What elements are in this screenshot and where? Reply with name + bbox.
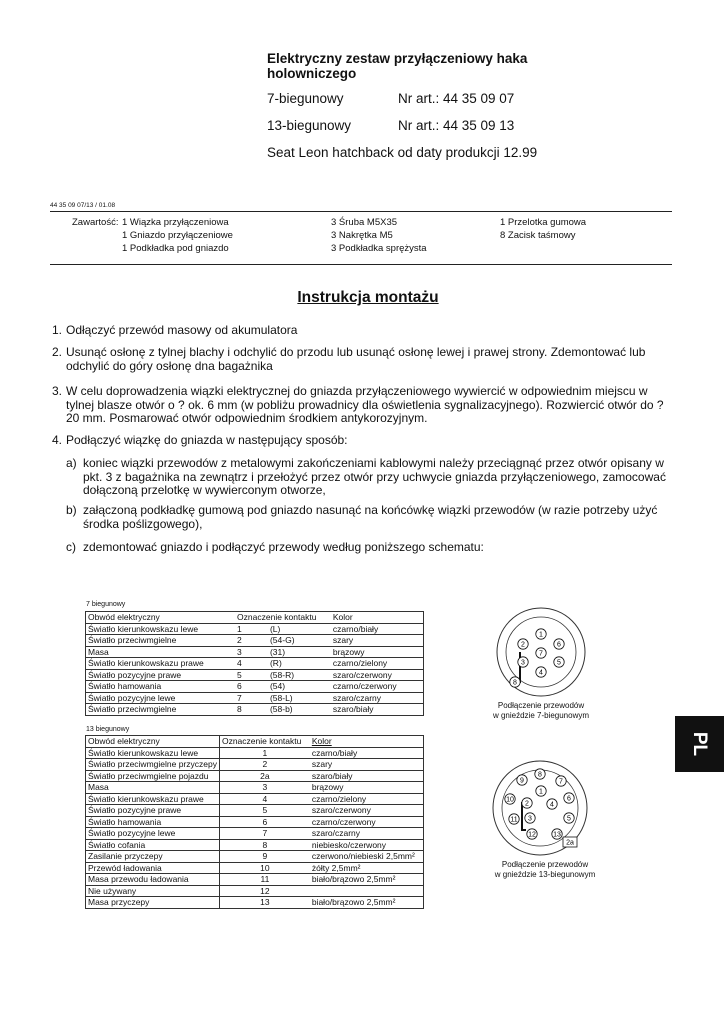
contents-item: 1 Gniazdo przyłączeniowe	[122, 230, 233, 241]
pin-label: 4	[539, 669, 543, 677]
table-row	[86, 782, 424, 794]
socket-13pin-caption	[475, 860, 615, 880]
table-cell: Masa	[86, 782, 220, 794]
contents-item: 3 Podkładka sprężysta	[331, 243, 427, 254]
contents-item: 1 Podkładka pod gniazdo	[122, 243, 229, 254]
package-contents	[50, 216, 672, 264]
table-row	[86, 658, 424, 670]
table-cell: Światło kierunkowskazu lewe	[86, 623, 236, 635]
table7-label: 7 biegunowy	[86, 601, 126, 608]
caption-line: Podłączenie przewodów	[497, 701, 585, 710]
step-number: 1.	[52, 323, 63, 337]
table-cell: czarno/zielony	[310, 793, 424, 805]
table-cell: 5	[219, 805, 309, 817]
table-cell: szaro/czerwony	[331, 669, 424, 681]
table-cell: szaro/czarny	[310, 828, 424, 840]
column-header: Obwód elektryczny	[86, 736, 220, 748]
table-cell: 6	[235, 681, 268, 693]
socket-pin	[556, 776, 566, 786]
divider-top	[50, 211, 672, 212]
substep-letter: b)	[66, 503, 77, 517]
table-cell: 6	[219, 816, 309, 828]
pin-label: 10	[506, 796, 514, 804]
table-cell: czerwono/niebieski 2,5mm²	[310, 851, 424, 863]
table-cell: (58-b)	[268, 704, 331, 716]
caption-line: w gnieździe 13-biegunowym	[494, 870, 596, 879]
table-cell: czarno/czerwony	[331, 681, 424, 693]
table-cell: (54-G)	[268, 635, 331, 647]
socket-pin	[554, 657, 564, 667]
socket-pin	[518, 657, 528, 667]
table-cell: Światło przeciwmgielne	[86, 704, 236, 716]
step-number: 3.	[52, 384, 63, 398]
table-cell: 2	[235, 635, 268, 647]
table-cell: Światło pozycyjne prawe	[86, 805, 220, 817]
table-row	[86, 704, 424, 716]
step-number: 2.	[52, 345, 63, 359]
table13-label: 13 biegunowy	[86, 726, 130, 733]
socket-pin	[554, 639, 564, 649]
table-cell: 10	[219, 862, 309, 874]
variant-label: 7-biegunowy	[267, 91, 344, 106]
table-cell: 2a	[219, 770, 309, 782]
column-header: Obwód elektryczny	[86, 612, 236, 624]
table-row	[86, 851, 424, 863]
table-cell: 5	[235, 669, 268, 681]
contents-item: 1 Przelotka gumowa	[500, 217, 587, 228]
step-text: Usunąć osłonę z tylnej blachy i odchylić do przodu lub usunąć osłonę lewej i prawej strony. Zdemontować lub odchylić do góry osłonę dna bagażnika	[66, 345, 646, 373]
pin-label: 5	[557, 659, 561, 667]
table-cell: 4	[235, 658, 268, 670]
table-cell: Światło pozycyjne prawe	[86, 669, 236, 681]
table-cell: Masa	[86, 646, 236, 658]
table-cell: (31)	[268, 646, 331, 658]
language-tab-label: PL	[689, 731, 711, 757]
table-cell: 12	[219, 885, 309, 897]
table-cell: Masa przewodu ładowania	[86, 874, 220, 886]
table-row	[86, 805, 424, 817]
table-cell: szaro/czerwony	[310, 805, 424, 817]
socket-pin	[522, 798, 532, 808]
table-cell: Zasilanie przyczepy	[86, 851, 220, 863]
table-row	[86, 747, 424, 759]
contents-item: 1 Wiązka przyłączeniowa	[122, 217, 229, 228]
table-row	[86, 862, 424, 874]
table-cell: czarno/czerwony	[310, 816, 424, 828]
table-cell: Światło hamowania	[86, 816, 220, 828]
step-text: Podłączyć wiązkę do gniazda w następujący sposób:	[66, 433, 348, 447]
vehicle-model: Seat Leon hatchback od daty produkcji 12.99	[267, 145, 538, 160]
table-row	[86, 635, 424, 647]
table-row	[86, 692, 424, 704]
table-row	[86, 681, 424, 693]
table-cell: szary	[331, 635, 424, 647]
contents-item: 3 Śruba M5X35	[331, 217, 398, 228]
contents-item: 3 Nakrętka M5	[331, 230, 393, 241]
table-cell: 7	[235, 692, 268, 704]
socket-13pin-diagram	[490, 758, 590, 858]
article-number: Nr art.: 44 35 09 13	[398, 118, 515, 133]
table-cell: (54)	[268, 681, 331, 693]
socket-pin	[525, 813, 535, 823]
pin-label: 12	[528, 831, 536, 839]
pin-label: 2	[521, 641, 525, 649]
socket-pin	[563, 837, 577, 847]
step-number: 4.	[52, 433, 63, 447]
socket-pin	[518, 639, 528, 649]
table-cell: 2	[219, 759, 309, 771]
table-cell: Światło cofania	[86, 839, 220, 851]
document-number: 44 35 09 07/13 / 01.08	[50, 202, 116, 209]
socket-pin	[564, 793, 574, 803]
substep-text: zdemontować gniazdo i podłączyć przewody według poniższego schematu:	[83, 540, 484, 554]
table-cell: szaro/biały	[331, 704, 424, 716]
table-row	[86, 828, 424, 840]
table-cell: Masa przyczepy	[86, 897, 220, 909]
table-row	[86, 874, 424, 886]
pin-label: 1	[539, 631, 543, 639]
pin-label: 4	[550, 801, 554, 809]
column-header: Kolor	[310, 736, 424, 748]
table-cell: Światło pozycyjne lewe	[86, 692, 236, 704]
table-row	[86, 839, 424, 851]
divider-bottom	[50, 264, 672, 265]
socket-pin	[510, 677, 520, 687]
table-row	[86, 897, 424, 909]
table-row	[86, 793, 424, 805]
pin-label: 5	[567, 815, 571, 823]
pin-label: 2a	[566, 839, 574, 847]
table-cell: 11	[219, 874, 309, 886]
table-row	[86, 669, 424, 681]
step-text: W celu doprowadzenia wiązki elektrycznej do gniazda przyłączeniowego wywiercić w odpowiednim miejscu w tylnej blasze otwór o ? ok. 6 mm (w pobliżu prowadnicy dla oświetlenia sygnalizacyjnego). Rozwiercić otwór do ? 20 mm. Posmarować otwór odpowiednim środkiem antykorozyjnym.	[66, 384, 664, 425]
socket-pin	[536, 648, 546, 658]
pin-label: 13	[553, 831, 561, 839]
socket-pin	[527, 829, 537, 839]
table-header-row	[86, 612, 424, 624]
table-cell: 9	[219, 851, 309, 863]
table-row	[86, 646, 424, 658]
language-tab	[675, 716, 724, 772]
socket-pin	[505, 794, 515, 804]
table-cell: Światło kierunkowskazu prawe	[86, 793, 220, 805]
table-cell: Światło przeciwmgielne pojazdu	[86, 770, 220, 782]
column-header: Oznaczenie kontaktu	[219, 736, 309, 748]
document-title: Elektryczny zestaw przyłączeniowy haka holowniczego	[267, 51, 528, 81]
table-cell: 1	[235, 623, 268, 635]
table-cell: 8	[219, 839, 309, 851]
table-row	[86, 759, 424, 771]
instructions-heading: Instrukcja montażu	[297, 289, 439, 306]
table-cell: szaro/czarny	[331, 692, 424, 704]
socket-7pin-diagram	[495, 606, 587, 698]
pin-label: 8	[513, 679, 517, 687]
table-cell: Nie używany	[86, 885, 220, 897]
pin-label: 6	[557, 641, 561, 649]
table-cell: czarno/zielony	[331, 658, 424, 670]
socket-7pin-caption	[475, 701, 607, 721]
pin-label: 3	[528, 815, 532, 823]
table-cell: brązowy	[331, 646, 424, 658]
socket-pin	[509, 814, 519, 824]
table-cell: 8	[235, 704, 268, 716]
table-cell: Światło przeciwmgielne przyczepy	[86, 759, 220, 771]
pin-label: 7	[559, 778, 563, 786]
table-cell: (R)	[268, 658, 331, 670]
table-cell: Światło kierunkowskazu lewe	[86, 747, 220, 759]
table-cell: brązowy	[310, 782, 424, 794]
table-row	[86, 816, 424, 828]
column-header: Oznaczenie kontaktu	[235, 612, 331, 624]
pin-label: 2	[525, 800, 529, 808]
pin-label: 7	[539, 650, 543, 658]
pin-label: 9	[520, 777, 524, 785]
table-cell: Przewód ładowania	[86, 862, 220, 874]
table-row	[86, 770, 424, 782]
pin-label: 3	[521, 659, 525, 667]
table7	[85, 611, 424, 716]
table-cell: 4	[219, 793, 309, 805]
article-number: Nr art.: 44 35 09 07	[398, 91, 515, 106]
table-cell	[310, 885, 424, 897]
table-cell: czarno/biały	[310, 747, 424, 759]
contents-item: 8 Zacisk taśmowy	[500, 230, 576, 241]
variant-7pin	[267, 91, 515, 106]
table-cell: szaro/biały	[310, 770, 424, 782]
contents-label: Zawartość:	[72, 217, 119, 228]
caption-line: w gnieździe 7-biegunowym	[492, 711, 590, 720]
caption-line: Podłączenie przewodów	[501, 860, 589, 869]
table-cell: (58-R)	[268, 669, 331, 681]
table-row	[86, 885, 424, 897]
table-cell: (L)	[268, 623, 331, 635]
variant-label: 13-biegunowy	[267, 118, 352, 133]
socket-pin	[536, 667, 546, 677]
table-row	[86, 623, 424, 635]
socket-pin	[564, 813, 574, 823]
table-cell: żółty 2,5mm²	[310, 862, 424, 874]
pin-label: 11	[510, 816, 518, 824]
substep-text: koniec wiązki przewodów z metalowymi zakończeniami kablowymi należy przeciągnąć przez otwór opisany w pkt. 3 z bagażnika na zewnątrz i przełożyć przez otwór przy uchwycie gniazda przyłączeniowego, zamocować dołączoną przelotkę w wywierconym otworze,	[83, 456, 666, 497]
table-cell: 13	[219, 897, 309, 909]
table-cell: Światło pozycyjne lewe	[86, 828, 220, 840]
table-cell: Światło hamowania	[86, 681, 236, 693]
pin-label: 1	[539, 788, 543, 796]
substep-text: załączoną podkładkę gumową pod gniazdo nasunąć na końcówkę wiązki przewodów (w razie potrzeby użyć środka poślizgowego),	[83, 503, 658, 531]
table-cell: (58-L)	[268, 692, 331, 704]
table-cell: 3	[235, 646, 268, 658]
table-cell: czarno/biały	[331, 623, 424, 635]
pin-label: 8	[538, 771, 542, 779]
pin-label: 6	[567, 795, 571, 803]
table-cell: biało/brązowo 2,5mm²	[310, 897, 424, 909]
variant-13pin	[267, 118, 515, 133]
socket-pin	[536, 786, 546, 796]
table-header-row	[86, 736, 424, 748]
table13	[85, 735, 424, 909]
step-text: Odłączyć przewód masowy od akumulatora	[66, 323, 298, 337]
substep-letter: c)	[66, 540, 76, 554]
table-cell: Światło kierunkowskazu prawe	[86, 658, 236, 670]
table-cell: szary	[310, 759, 424, 771]
table-cell: 7	[219, 828, 309, 840]
socket-pin	[552, 829, 562, 839]
table-cell: Światło przeciwmgielne	[86, 635, 236, 647]
socket-pin	[535, 769, 545, 779]
table-cell: 1	[219, 747, 309, 759]
socket-pin	[536, 629, 546, 639]
substep-letter: a)	[66, 456, 77, 470]
column-header: Kolor	[331, 612, 424, 624]
table-cell: biało/brązowo 2,5mm²	[310, 874, 424, 886]
table-cell: 3	[219, 782, 309, 794]
socket-pin	[547, 799, 557, 809]
table-cell: niebiesko/czerwony	[310, 839, 424, 851]
socket-pin	[517, 775, 527, 785]
